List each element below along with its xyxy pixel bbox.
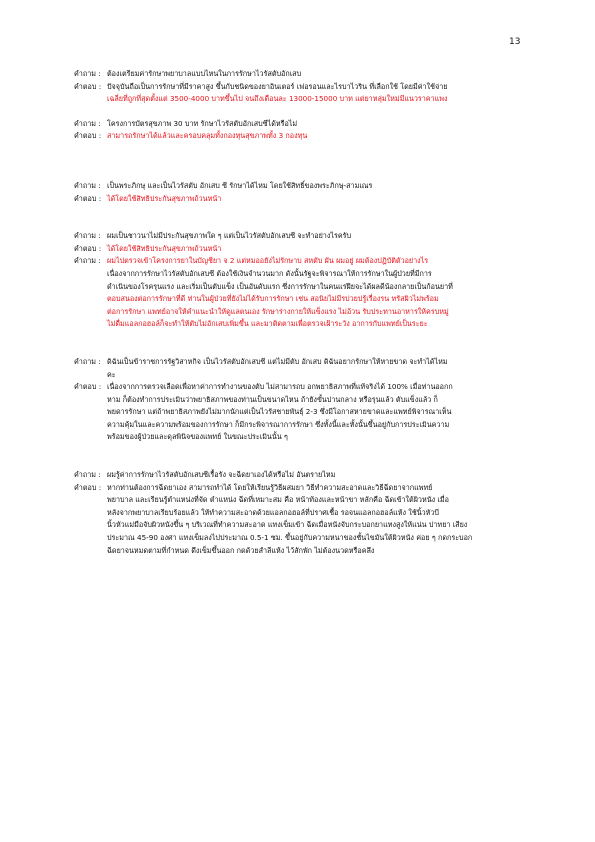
answer-text: สามารถรักษาได้แล้วและครอบคลุมทั้งกองทุนสุขภาพทั้ง 3 กองทุน bbox=[107, 131, 308, 141]
question-tag: คำถาม : bbox=[74, 231, 101, 241]
answer-line: ฉีดยาจนหมดตามที่กำหนด ดึงเข็มขึ้นออก กดด้วยสำลีแห้ง ไว้สักพัก ไม่ต้องนวดหรือคลึง bbox=[107, 545, 375, 555]
answer-line: ดำเนินของโรครุนแรง และเริ่มเป็นตับแข็ง เป็นอันดับแรก ซึ่งการรักษาในคนแรฝึยจะได้ผลดีน้องกลายเป็นก้อนยาที่ bbox=[107, 281, 453, 291]
answer-line: พยดารรักษา แต่ถ้าพยาธิสภาพยังไม่มากนักแต่เป็นไวรัสชายพันธุ์ 2-3 ซึ่งมีโอกาสหายขาดและแพทย์พิจารณาเห็น bbox=[107, 407, 452, 417]
answer-text: เนื่องจากการตรวจเลือดเพื่อหาค่าการทำงานของตับ ไม่สามารถบ อกพยาธิสภาพที่แท้จริงได้ 100% เมื่อท่านออกก bbox=[107, 382, 453, 392]
answer-line: พร้อมของผู้ป่วยและดุลพินิจของแพทย์ ในขณะประเมินนั้น ๆ bbox=[107, 432, 288, 442]
answer-row bbox=[74, 381, 552, 394]
question-row bbox=[74, 68, 552, 81]
answer-row bbox=[74, 243, 552, 256]
question-row bbox=[74, 230, 552, 243]
answer-text: ปัจจุบันถือเป็นการรักษาที่มีราคาสูง ขึ้นกับชนิดของยาอินเตอร์ เฟอรอนและไรบาไวริน ที่เลือกใช้ โดยมีค่าใช้จ่าย bbox=[107, 81, 448, 91]
question-text: ผมเป็นชาวนาไม่มีประกันสุขภาพใด ๆ แต่เป็นไวรัสตับอักเสบซี จะทำอย่างไรครับ bbox=[107, 231, 352, 241]
question-tag: คำถาม : bbox=[74, 356, 101, 366]
answer-line: ต่อการรักษา แพทย์อาจให้คำแนะนำให้ดูแลตนเอง รักษาร่างกายให้แข็งแรง ไม่อ้วน รับประทานอาหารให้ครบหมู่ bbox=[107, 306, 449, 316]
answer-tag: คำตอบ : bbox=[74, 482, 102, 492]
question-tag: คำถาม : bbox=[74, 69, 101, 78]
question-row bbox=[74, 118, 552, 131]
question-tag: คำถาม : bbox=[74, 118, 101, 128]
question-row bbox=[74, 469, 552, 482]
qa-block-3 bbox=[74, 180, 552, 205]
answer-tag: คำตอบ : bbox=[74, 382, 102, 392]
answer-tag: คำตอบ : bbox=[74, 81, 102, 91]
answer-row bbox=[74, 193, 552, 206]
answer-text-red: เฉลี่ยที่ถูกที่สุดตั้งแต่ 3500-4000 บาทขึ้นไป จนถึงเดือนละ 13000-15000 บาท แต่ยาหลุ่มใหม่มีแนวราคาแพง bbox=[107, 94, 448, 104]
question-row bbox=[74, 180, 552, 193]
qa-block-2 bbox=[74, 118, 552, 143]
qa-block-6 bbox=[74, 469, 552, 557]
answer-text: ได้โดยใช้สิทธิประกันสุขภาพถ้วนหน้า bbox=[107, 243, 222, 253]
answer-line: ไม่ดื่มแอลกอฮอล์ก็จะทำให้ตับไม่อักเสบเพิ่มขึ้น และมาติดตามเพื่อตรวจเฝ้าระวัง อาการกับแพทย์เป็นระยะ bbox=[107, 319, 428, 329]
page-number: 13 bbox=[509, 37, 521, 47]
qa-block-5 bbox=[74, 356, 552, 444]
question-tag: คำถาม : bbox=[74, 180, 101, 190]
question-text: โครงการบัตรสุขภาพ 30 บาท รักษาไวรัสตับอักเสบซีได้หรือไม่ bbox=[107, 118, 298, 128]
question-text-cont: คะ bbox=[107, 369, 116, 379]
question-text: ผมไปตรวจเข้าโครงการยาในบัญชียา จ 2 แต่หมออยังไม่รักษาบ สหตับ ผัน ผมอยู่ ผมต้องปฏิบัติตัวอย่างไร bbox=[107, 256, 429, 266]
question-text: ผมรู้ค่าการรักษาไวรัสตับอักเสบซีเรื้อรัง จะฉีดยาเองได้หรือไม่ อันตรายไหม bbox=[107, 470, 336, 480]
answer-line: หลังจากพยาบาลเรียบร้อยแล้ว ให้ทำความสะอาดด้วยแอลกอฮอล์ที่ปราศเชื้อ รอจนแอลกอฮอล์แห้ง ใช้นิ้วหัวบี bbox=[107, 507, 439, 517]
question-tag: คำถาม : bbox=[74, 470, 101, 480]
answer-row bbox=[74, 482, 552, 495]
answer-line: ความคุ้มในและความพร้อมของการรักษา ก็มีกระพิจารณาการรักษา ซึ่งทั้งนี้และทั้งนั้นขึ้นอยู่กับการประเมินความ bbox=[107, 419, 450, 429]
answer-tag: คำตอบ : bbox=[74, 243, 102, 253]
answer-line: นิ้วหัวแม่มือจับผิวหนังขึ้น ๆ บริเวณที่ทำความสะอาด แทงเข็มเข้า ฉีดเมื่อหนังจับกระบอกยาแทงสูงให้แน่น ปาทยา เสียง bbox=[107, 520, 468, 530]
answer-tag: คำตอบ : bbox=[74, 193, 102, 203]
answer-text: ได้โดยใช้สิทธิประกันสุขภาพถ้วนหน้า bbox=[107, 193, 222, 203]
qa-block-4 bbox=[74, 230, 552, 331]
answer-line: หาม ก็ต้องทำการประเมินว่าพยาธิสภาพของท่านเป็นขนาดไหน ถ้ายังขั้นปานกลาง หรือรุนแล้ว ตับแข็งแล้ว ก็ bbox=[107, 394, 438, 404]
qa-block-1 bbox=[74, 68, 552, 106]
answer-row bbox=[74, 130, 552, 143]
answer-tag: คำตอบ : bbox=[74, 131, 102, 141]
question-text: เป็นพระภิกษุ และเป็นไวรัสตับ อักเสบ ซี รักษาได้ไหม โดยใช้สิทธิ์ของพระภิกษุ-สามเณร bbox=[107, 180, 373, 190]
question-text: ต้องเตรียมค่ารักษาพยาบาลแบบไหนในการรักษาไวรัสตับอักเสบ bbox=[107, 69, 302, 78]
answer-line: ตอบสนองต่อการรักษาที่ดี ท่านในผู้ป่วยที่ยังไม่ได้รับการรักษา เช่น สอนิยไม่มีรปวยปรู้เรื่องรน ทรัสผิวไม่พร้อม bbox=[107, 294, 439, 304]
question-row bbox=[74, 356, 552, 369]
answer-line: พยาบาล และเรียนรู้ตำแหน่งที่จัด ตำแหน่ง ฉีดที่เหมาะสม คือ หน้าท้องและหน้าขา หลักคือ ฉีดเข้าใต้ผิวหนัง เมื่อ bbox=[107, 495, 449, 505]
question-text: ดิฉันเป็นข้าราชการรัฐวิสาหกิจ เป็นไวรัสตับอักเสบซี แต่ไม่มีตับ อักเสบ ดิฉันอยากรักษาให้หายขาด จะทำได้ไหม bbox=[107, 356, 448, 366]
answer-line: เนื่องจากการรักษาไวรัสตับอักเสบซี ต้องใช้เงินจำนวนมาก ดังนั้นรัฐจะพิจารณาให้การรักษาในผู้ป่วยที่มีการ bbox=[107, 268, 432, 278]
answer-text: หากท่านต้องการฉีดยาเอง สามารถทำได้ โดยให้เรียนรู้วิธีผสมยา วิธีทำความสะอาดและวิธีฉีดยาจากแพทย์ bbox=[107, 482, 433, 492]
question-tag: คำถาม : bbox=[74, 256, 101, 266]
answer-line: ประมาณ 45-90 องศา แทงเข็มลงไปประมาณ 0.5-1 ซม. ขึ้นอยู่กับความหนาของชั้นไขมันใต้ผิวหนัง ค่อย ๆ กดกระบอก bbox=[107, 533, 473, 543]
answer-row bbox=[74, 81, 552, 94]
document-body bbox=[74, 68, 552, 557]
answer-row bbox=[74, 255, 552, 268]
